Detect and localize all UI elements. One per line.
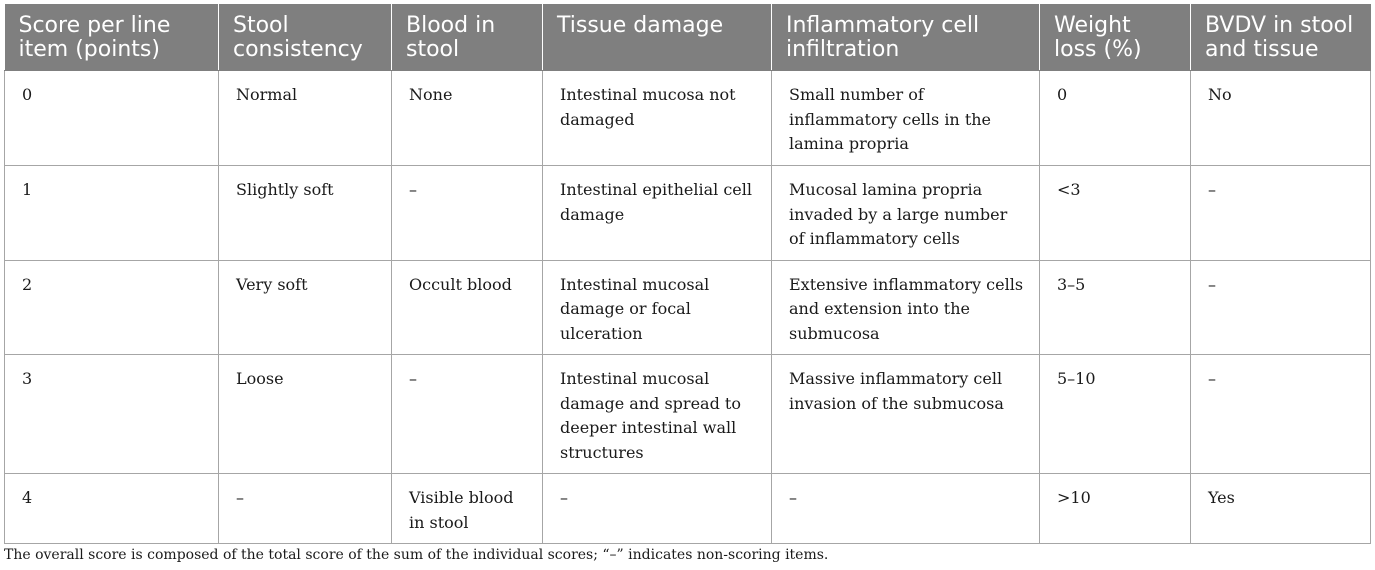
scoring-criteria-table (4, 4, 1371, 544)
cell-score: 3 (5, 355, 219, 474)
cell-weight-loss: <3 (1040, 166, 1191, 261)
cell-tissue-damage: – (543, 474, 772, 544)
table-header-row (5, 4, 1371, 71)
cell-score: 4 (5, 474, 219, 544)
table-row (5, 474, 1371, 544)
header-blood-in-stool: Blood in stool (392, 4, 543, 71)
cell-bvdv: Yes (1191, 474, 1371, 544)
cell-inflammatory-cell-infiltration: Mucosal lamina propria invaded by a large number of inflammatory cells (772, 166, 1040, 261)
table-row (5, 71, 1371, 166)
cell-score: 0 (5, 71, 219, 166)
cell-weight-loss: 3–5 (1040, 260, 1191, 355)
cell-bvdv: No (1191, 71, 1371, 166)
cell-blood-in-stool: – (392, 355, 543, 474)
cell-inflammatory-cell-infiltration: Small number of inflammatory cells in the lamina propria (772, 71, 1040, 166)
header-tissue-damage: Tissue damage (543, 4, 772, 71)
header-inflammatory-cell-infiltration: Inflammatory cell infiltration (772, 4, 1040, 71)
cell-score: 2 (5, 260, 219, 355)
cell-tissue-damage: Intestinal mucosal damage and spread to deeper intestinal wall structures (543, 355, 772, 474)
cell-tissue-damage: Intestinal mucosa not damaged (543, 71, 772, 166)
cell-stool-consistency: Slightly soft (219, 166, 392, 261)
cell-inflammatory-cell-infiltration: – (772, 474, 1040, 544)
cell-weight-loss: 0 (1040, 71, 1191, 166)
cell-tissue-damage: Intestinal epithelial cell damage (543, 166, 772, 261)
cell-score: 1 (5, 166, 219, 261)
header-bvdv: BVDV in stool and tissue (1191, 4, 1371, 71)
table-row (5, 355, 1371, 474)
cell-blood-in-stool: None (392, 71, 543, 166)
cell-tissue-damage: Intestinal mucosal damage or focal ulceration (543, 260, 772, 355)
header-stool-consistency: Stool consistency (219, 4, 392, 71)
table-row (5, 260, 1371, 355)
cell-stool-consistency: Very soft (219, 260, 392, 355)
cell-blood-in-stool: Visible blood in stool (392, 474, 543, 544)
score-table-container (4, 4, 1370, 544)
cell-bvdv: – (1191, 166, 1371, 261)
cell-bvdv: – (1191, 355, 1371, 474)
cell-stool-consistency: – (219, 474, 392, 544)
header-score: Score per line item (points) (5, 4, 219, 71)
cell-blood-in-stool: – (392, 166, 543, 261)
cell-inflammatory-cell-infiltration: Massive inflammatory cell invasion of the submucosa (772, 355, 1040, 474)
table-row (5, 166, 1371, 261)
cell-stool-consistency: Loose (219, 355, 392, 474)
cell-blood-in-stool: Occult blood (392, 260, 543, 355)
header-weight-loss: Weight loss (%) (1040, 4, 1191, 71)
cell-weight-loss: 5–10 (1040, 355, 1191, 474)
cell-weight-loss: >10 (1040, 474, 1191, 544)
table-footnote: The overall score is composed of the total score of the sum of the individual scores; “–” indicates non-scoring items. (4, 547, 829, 563)
cell-stool-consistency: Normal (219, 71, 392, 166)
cell-inflammatory-cell-infiltration: Extensive inflammatory cells and extension into the submucosa (772, 260, 1040, 355)
cell-bvdv: – (1191, 260, 1371, 355)
